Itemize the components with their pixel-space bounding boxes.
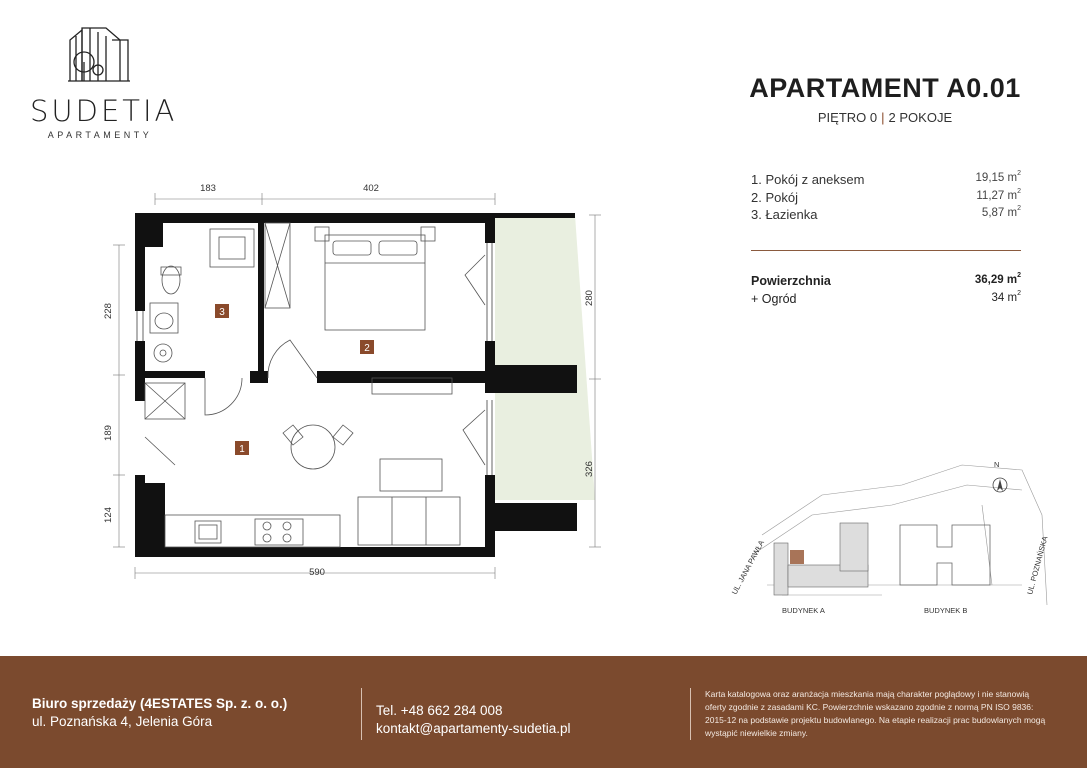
compass-north: N [994,460,1000,469]
dim-left-top: 228 [103,303,114,319]
area-summary [751,274,1021,310]
room-label: 3. Łazienka [751,207,818,222]
dim-left-mid: 189 [103,425,114,441]
room-area: 5,87 m [981,207,1018,219]
garden-area-row: + Ogród 34 $m^2$ [751,292,1021,310]
room-row: 1. Pokój z aneksem 19,15 $m^2$ [751,172,1021,190]
sales-office [32,696,287,729]
contact-info [376,703,571,739]
room-row: 2. Pokój 11,27 $m^2$ [751,190,1021,208]
floor-plan [95,175,625,595]
disclaimer: Karta katalogowa oraz aranżacja mieszkania mają charakter poglądowy i nie stanowią oferty zgodnie z zasadami KC. Powierzchnie wskazano zgodnie z normą PN ISO 9836: 2015-12 na podstawie projektu budowlanego. Na etapie realizacji prac budowlanych mogą wystąpić niewielkie zmiany. [705,689,1046,738]
phone-link[interactable]: Tel. +48 662 284 008 [376,703,503,718]
footer-divider [690,688,691,740]
room-tag-1-label: 1 [239,444,245,455]
plan-furniture [145,223,460,547]
brand-logo [30,26,178,146]
sales-office-title: Biuro sprzedaży (4ESTATES Sp. z. o. o.) [32,696,288,711]
total-area-row: Powierzchnia 36,29 $m^2$ [751,274,1021,292]
room-tag-3-label: 3 [219,307,225,318]
brand-subtitle: APARTAMENTY [47,130,153,140]
apartment-location-marker [790,550,804,564]
garden-area [495,215,595,500]
dim-right-top: 280 [584,290,595,306]
separator: | [881,110,885,125]
room-tag-2-label: 2 [364,343,370,354]
summary-divider [751,250,1021,251]
dim-right-bottom: 326 [584,461,595,477]
total-area-value: 36,29 m [974,274,1018,286]
room-area: 11,27 m [976,189,1018,202]
logo-mark-icon [68,26,130,82]
garden-area-label: + Ogród [751,292,797,306]
building-b-shape [900,525,990,585]
email-link[interactable]: kontakt@apartamenty-sudetia.pl [376,721,571,736]
building-b-label: BUDYNEK B [924,606,968,615]
building-a-shape [774,523,868,595]
garden-area-value: 34 m [991,292,1018,304]
street-right-label: UL. POZNAŃSKA [1025,535,1050,596]
apartment-title: APARTAMENT A0.01 [749,73,1021,103]
rooms-count: 2 POKOJE [888,110,953,125]
room-label: 1. Pokój z aneksem [751,172,865,187]
plan-doors [145,255,485,465]
brand-name: SUDETIA [30,94,178,128]
room-area: 19,15 m [975,172,1018,184]
apartment-subtitle [720,110,1050,125]
street-left-label: UL. JANA PAWŁA [729,538,766,596]
room-label: 2. Pokój [751,189,798,205]
dim-left-bottom: 124 [103,507,114,523]
footer [0,656,1087,768]
dim-top-left: 183 [200,183,216,194]
room-row: 3. Łazienka 5,87 $m^2$ [751,207,1021,225]
sales-office-address: ul. Poznańska 4, Jelenia Góra [32,714,213,729]
footer-divider [361,688,362,740]
room-list [751,172,1021,225]
site-map [722,445,1057,630]
building-a-label: BUDYNEK A [782,606,825,615]
dim-top-right: 402 [363,183,379,194]
dim-bottom: 590 [309,567,325,578]
plan-windows [137,243,492,475]
total-area-label: Powierzchnia [751,274,831,288]
floor-label: PIĘTRO 0 [817,110,878,125]
